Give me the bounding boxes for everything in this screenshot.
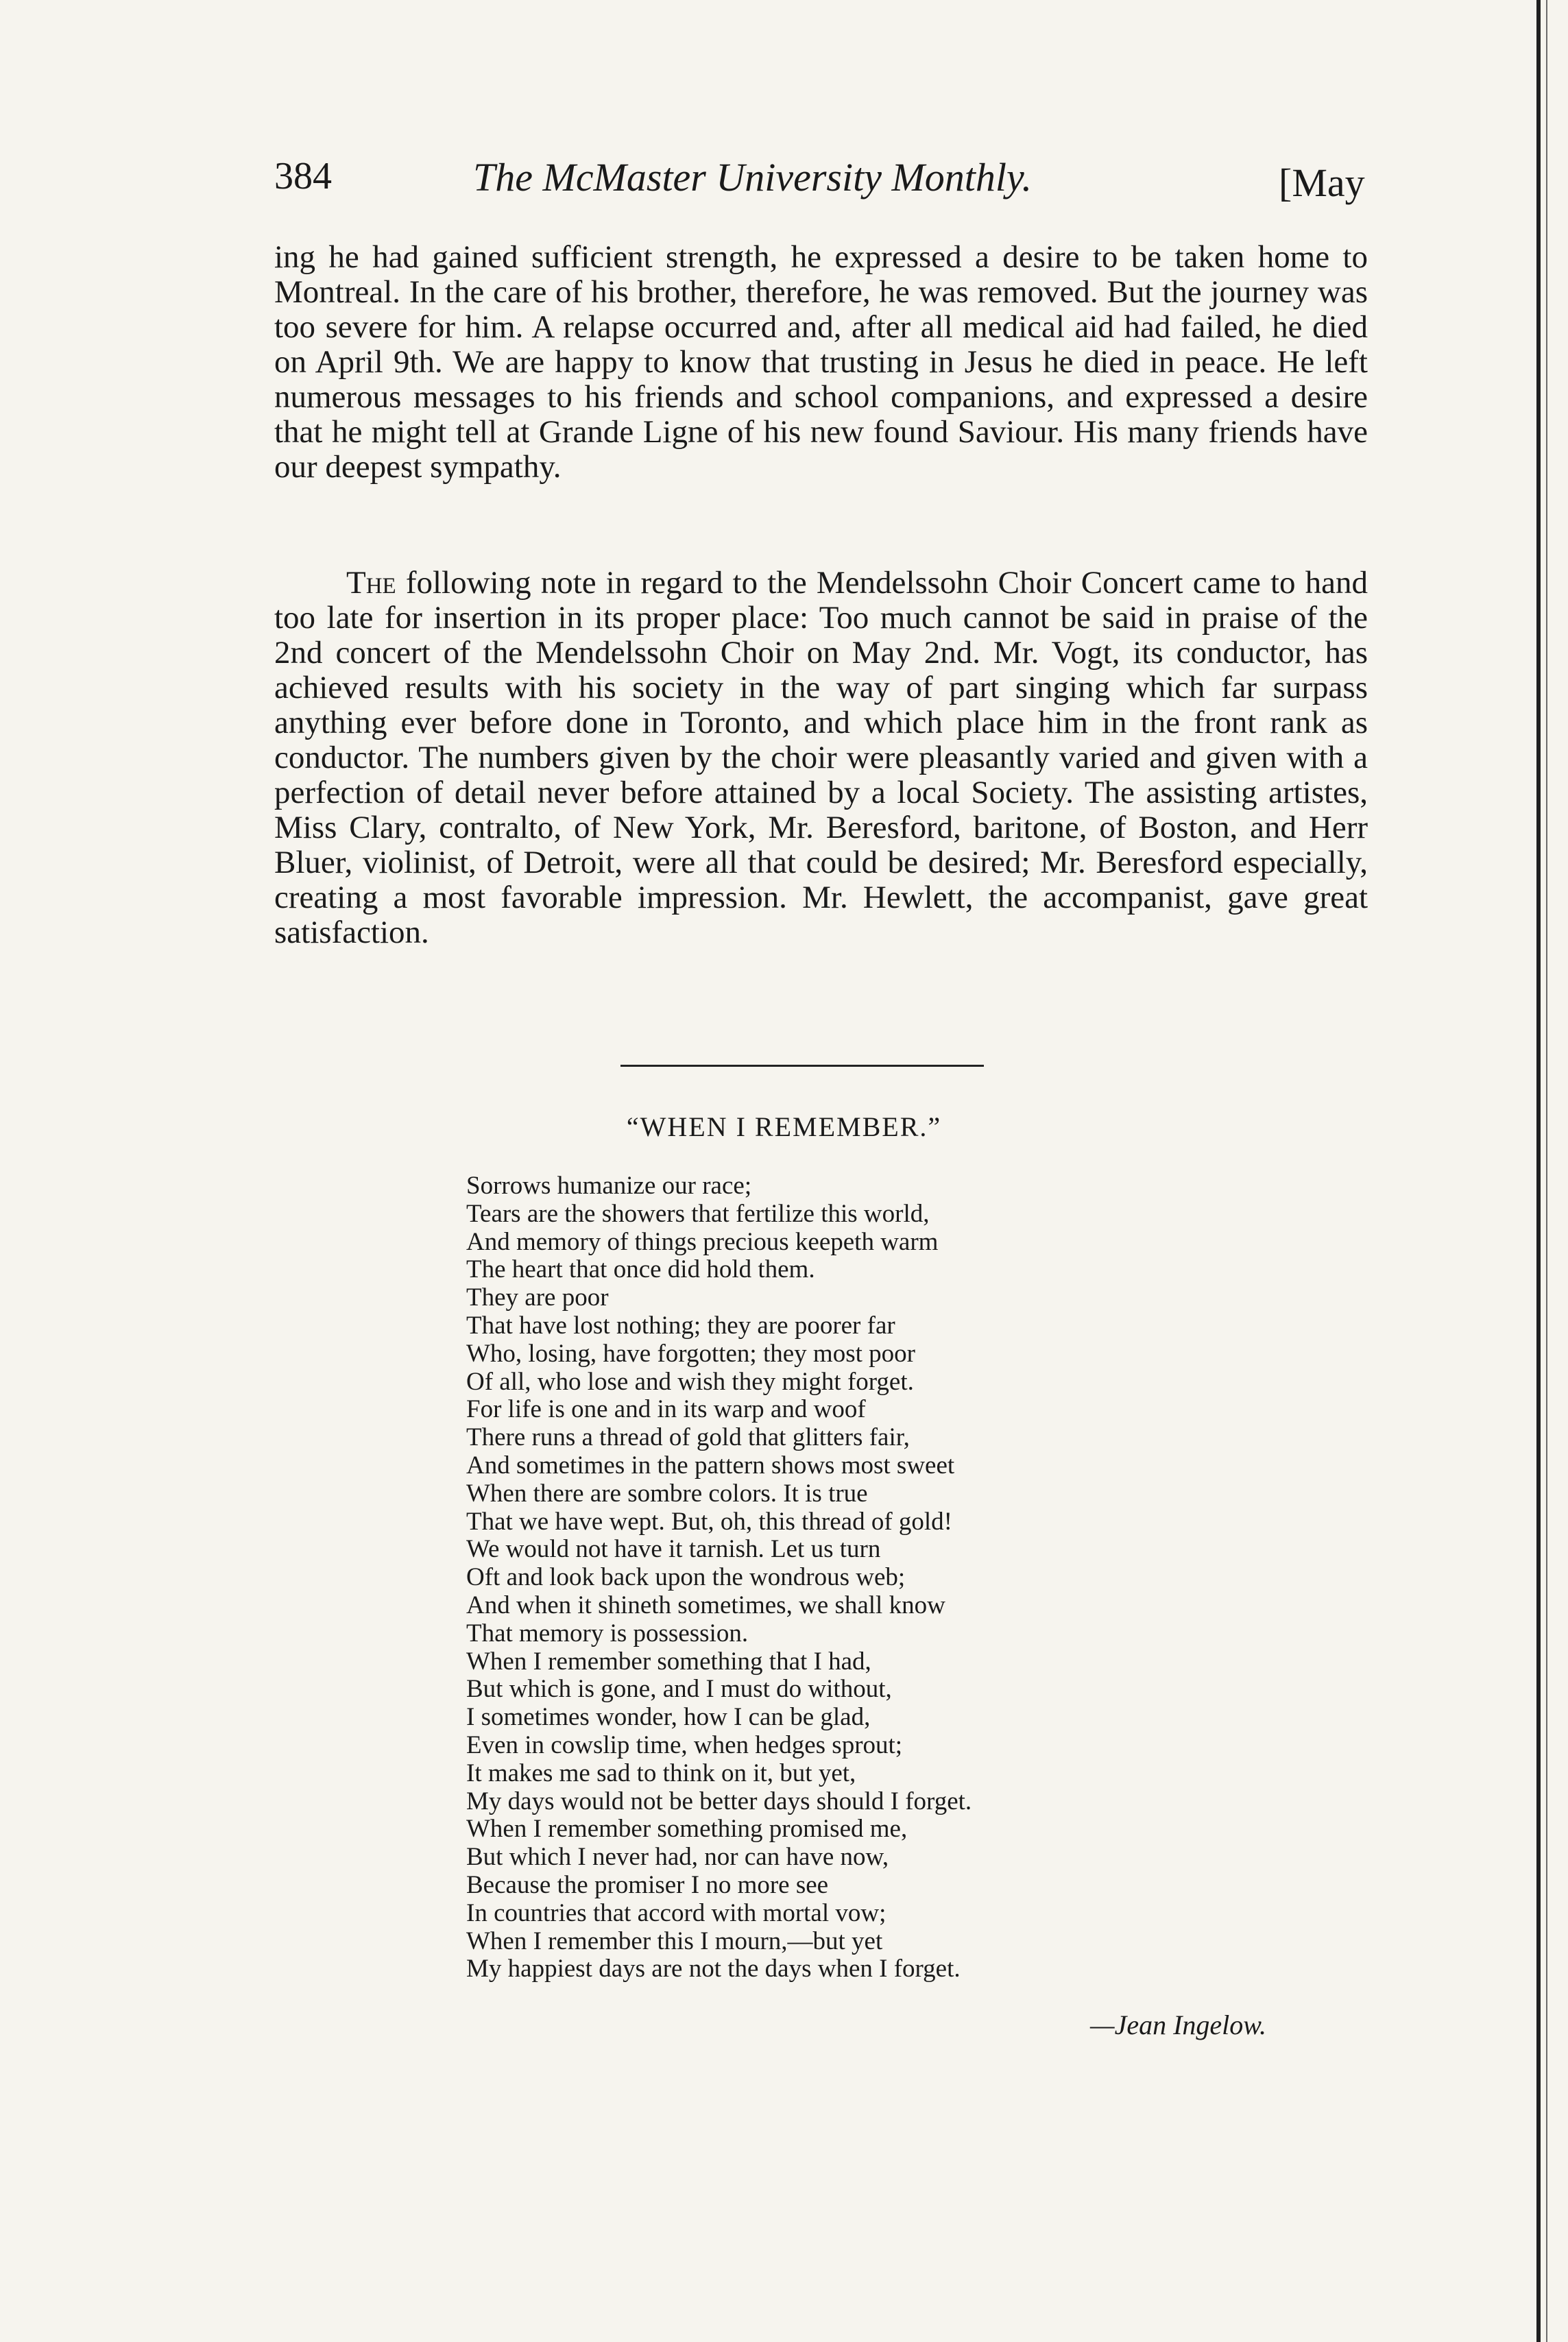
poem-line: When there are sombre colors. It is true [466,1479,868,1508]
page-gutter-shadow [1546,0,1547,2342]
poem-line: Oft and look back upon the wondrous web; [466,1563,906,1592]
issue-month: [May [1279,160,1365,205]
page-number: 384 [274,155,332,197]
paragraph-lead-word: The [346,565,396,601]
poem-line: Because the promiser I no more see [466,1870,829,1899]
poem-line: The heart that once did hold them. [466,1255,815,1284]
section-divider [620,1065,984,1067]
page-header [274,154,1371,216]
poem-line: In countries that accord with mortal vow; [466,1898,886,1927]
poem-title: “WHEN I REMEMBER.” [626,1111,942,1142]
poem-line: My days would not be better days should I forget. [466,1787,972,1815]
obituary-paragraph [274,240,1368,485]
page-gutter-edge [1536,0,1541,2342]
paragraph-text [274,566,1368,950]
poem-line: And sometimes in the pattern shows most sweet [466,1451,955,1480]
poem-body [466,1172,1358,1983]
poem-line: That memory is possession. [466,1619,749,1647]
poem-line: When I remember this I mourn,—but yet [466,1927,883,1955]
poem-line: They are poor [466,1283,609,1312]
running-title: The McMaster University Monthly. [473,155,1033,200]
poem-line: We would not have it tarnish. Let us turn [466,1535,881,1564]
poem-line: But which I never had, nor can have now, [466,1843,889,1872]
poem-line: That we have wept. But, oh, this thread of gold! [466,1507,952,1536]
poem-line: Who, losing, have forgotten; they most poor [466,1339,915,1368]
concert-note-paragraph [274,566,1368,950]
poem-line: I sometimes wonder, how I can be glad, [466,1703,871,1732]
poem-line: There runs a thread of gold that glitters fair, [466,1423,910,1452]
poem-line: My happiest days are not the days when I forget. [466,1955,961,1983]
poem-line: Tears are the showers that fertilize this world, [466,1199,930,1228]
poem-line: And when it shineth sometimes, we shall know [466,1591,945,1619]
poem-line: When I remember something that I had, [466,1647,871,1676]
poem-line: And memory of things precious keepeth warm [466,1227,939,1256]
poem-line: Of all, who lose and wish they might forget. [466,1367,914,1396]
poem-line: For life is one and in its warp and woof [466,1395,866,1424]
poem-line: It makes me sad to think on it, but yet, [466,1759,856,1787]
paragraph-text: ing he had gained sufficient strength, he expressed a desire to be taken home to Montreal. In the care of his brother, therefore, he was removed. But the journey was too severe for him. A relapse occurred and, after all medical aid had failed, he died on April 9th. We are happy to know that trusting in Jesus he died in peace. He left numerous messages to his friends and school companions, and expressed a desire that he might tell at Grande Ligne of his new found Saviour. His many friends have our deepest sympathy. [274,239,1368,485]
poem-line: Sorrows humanize our race; [466,1172,752,1200]
poem-line: But which is gone, and I must do without, [466,1675,892,1704]
poem-attribution: —Jean Ingelow. [1090,2009,1266,2040]
poem-line: That have lost nothing; they are poorer far [466,1311,895,1340]
paragraph-body: following note in regard to the Mendelssohn Choir Concert came to hand too late for insertion in its proper place: Too much cannot be said in praise of the 2nd concert of the Mendelssohn Choir on May 2nd. Mr. Vogt, its conductor, has achieved results with his society in the way of part singing which far surpass anything ever before done in Toronto, and which place him in the front rank as conductor. The numbers given by the choir were pleasantly varied and given with a perfection of detail never before attained by a local Society. The assisting artistes, Miss Clary, contralto, of New York, Mr. Beresford, baritone, of Boston, and Herr Bluer, violinist, of Detroit, were all that could be desired; Mr. Beresford especially, creating a most favorable impression. Mr. Hewlett, the accompanist, gave great satisfaction. [274,565,1368,950]
poem-line: Even in cowslip time, when hedges sprout; [466,1730,903,1759]
poem-line: When I remember something promised me, [466,1815,908,1844]
